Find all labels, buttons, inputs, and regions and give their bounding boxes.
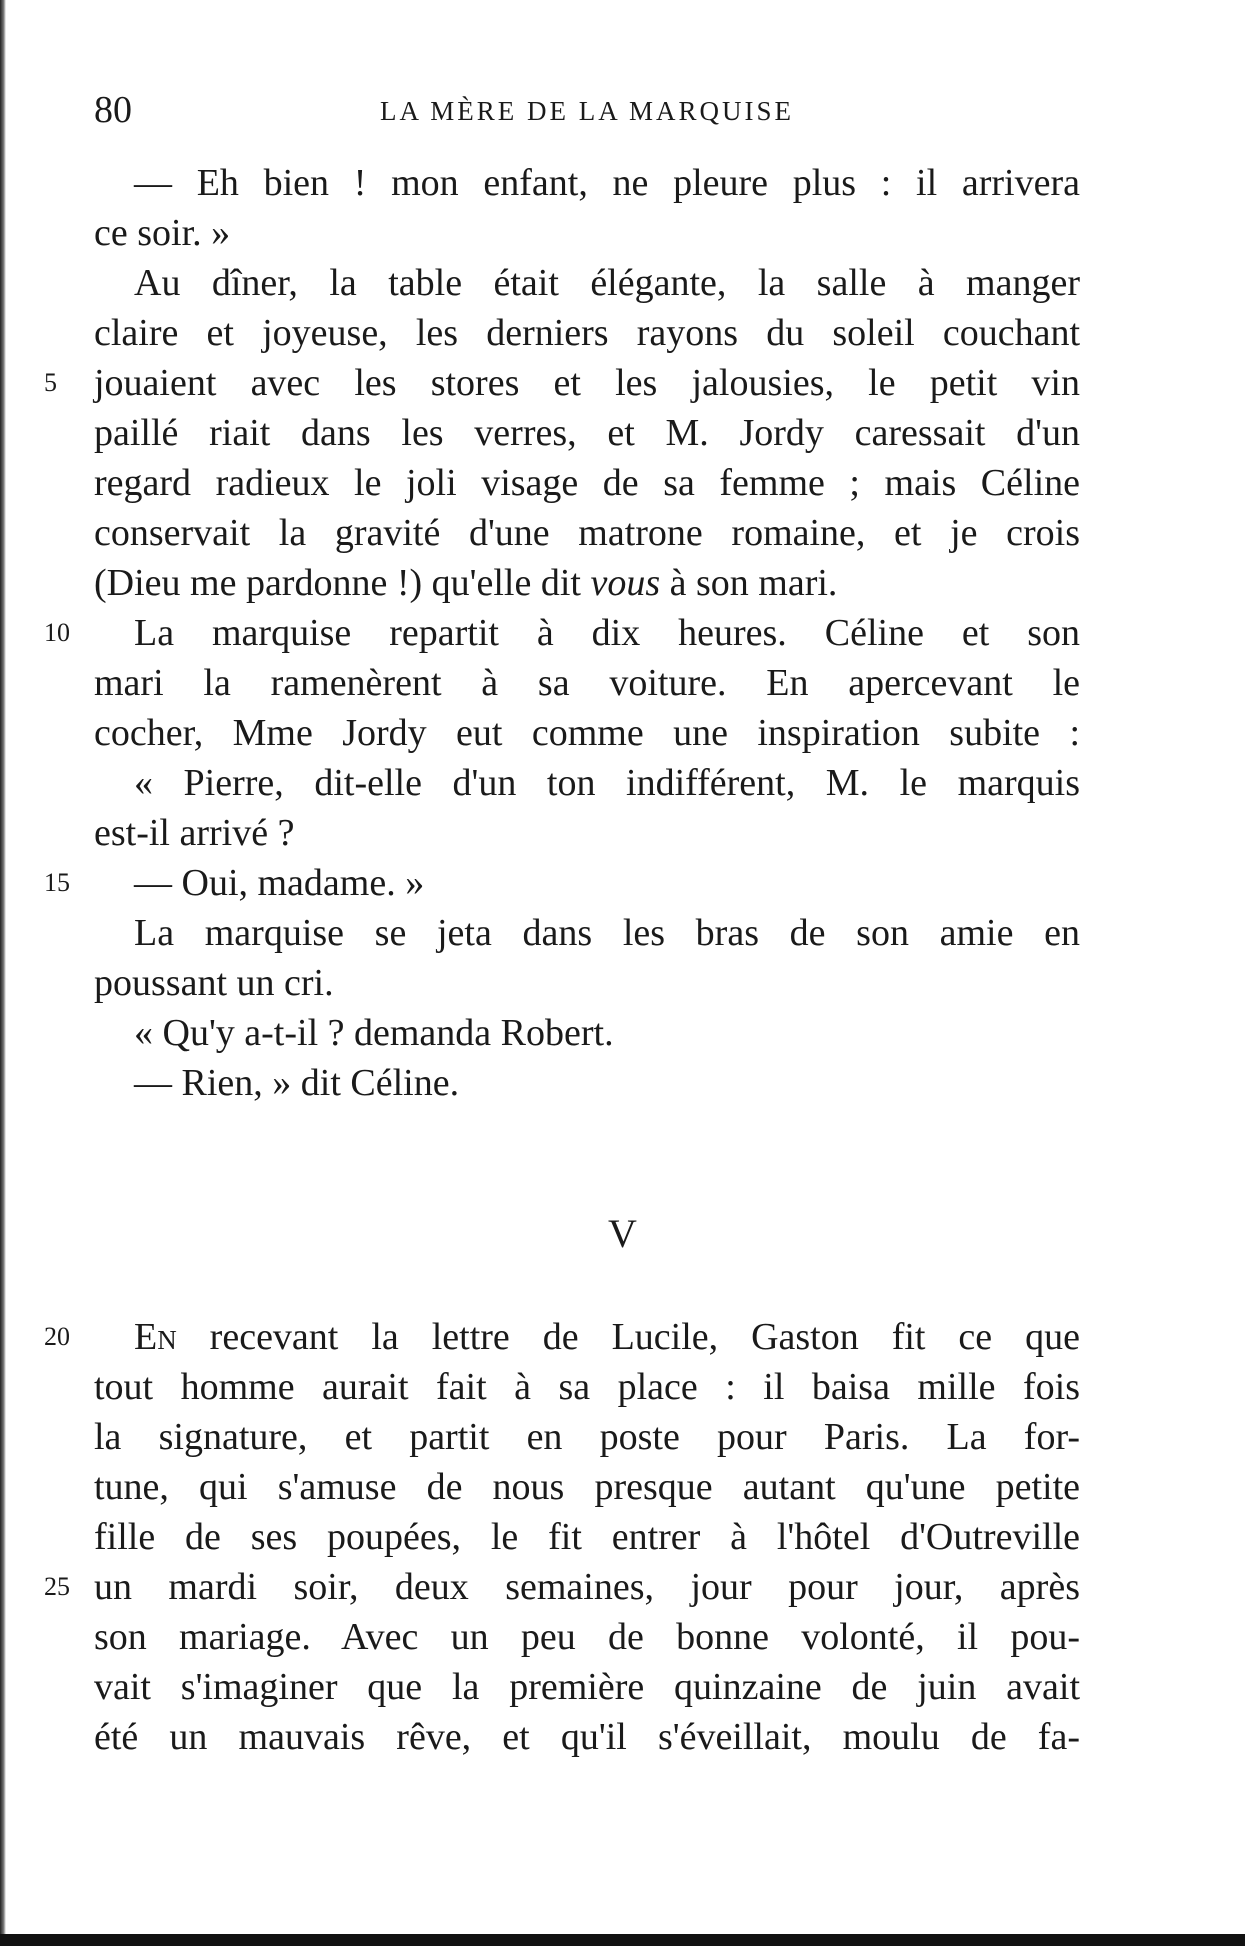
line-number: 15	[44, 868, 70, 897]
text-line: son mariage. Avec un peu de bonne volonté, il pou-	[94, 1616, 1080, 1658]
text-line: ce soir. »	[94, 212, 231, 254]
page-bottom-edge	[0, 1934, 1245, 1946]
text-line: « Pierre, dit-elle d'un ton indifférent, M. le marquis	[134, 762, 1080, 804]
running-title: LA MÈRE DE LA MARQUISE	[379, 96, 794, 126]
text-line: jouaient avec les stores et les jalousies, le petit vin	[94, 362, 1080, 404]
section-heading: V	[608, 1211, 637, 1256]
text-line: poussant un cri.	[94, 962, 334, 1004]
line-number: 10	[44, 618, 70, 647]
text-line: « Qu'y a-t-il ? demanda Robert.	[134, 1012, 614, 1054]
line-number: 20	[44, 1322, 70, 1351]
text-line: été un mauvais rêve, et qu'il s'éveillait, moulu de fa-	[94, 1716, 1080, 1758]
text-line: claire et joyeuse, les derniers rayons du soleil couchant	[94, 312, 1080, 354]
text-line: La marquise repartit à dix heures. Céline et son	[134, 612, 1080, 654]
text-line: tout homme aurait fait à sa place : il baisa mille fois	[94, 1366, 1080, 1408]
italic-word: vous	[590, 562, 661, 604]
text-line: un mardi soir, deux semaines, jour pour jour, après	[94, 1566, 1080, 1608]
line-number: 25	[44, 1572, 70, 1601]
text-line: fille de ses poupées, le fit entrer à l'hôtel d'Outreville	[94, 1516, 1080, 1558]
text-line: En recevant la lettre de Lucile, Gaston fit ce que	[134, 1316, 1080, 1358]
page-header	[94, 88, 1080, 138]
text-line: la signature, et partit en poste pour Paris. La for-	[94, 1416, 1080, 1458]
text-line: La marquise se jeta dans les bras de son amie en	[134, 912, 1080, 954]
text-line: tune, qui s'amuse de nous presque autant qu'une petite	[94, 1466, 1080, 1508]
small-caps-opening: En	[134, 1316, 177, 1358]
text-line: — Rien, » dit Céline.	[134, 1062, 460, 1104]
text-line: paillé riait dans les verres, et M. Jordy caressait d'un	[94, 412, 1080, 454]
text-line: conservait la gravité d'une matrone romaine, et je crois	[94, 512, 1080, 554]
page-number: 80	[94, 89, 132, 131]
text-line: mari la ramenèrent à sa voiture. En apercevant le	[94, 662, 1080, 704]
text-line: vait s'imaginer que la première quinzaine de juin avait	[94, 1666, 1080, 1708]
page-left-edge	[0, 0, 6, 1946]
text-line: regard radieux le joli visage de sa femme ; mais Céline	[94, 462, 1080, 504]
text-line: (Dieu me pardonne !) qu'elle dit vous à son mari.	[94, 562, 838, 604]
text-line: — Eh bien ! mon enfant, ne pleure plus : il arrivera	[134, 162, 1080, 204]
text-line: Au dîner, la table était élégante, la salle à manger	[134, 262, 1080, 304]
text-line: cocher, Mme Jordy eut comme une inspiration subite :	[94, 712, 1080, 754]
text-line: — Oui, madame. »	[134, 862, 425, 904]
line-number: 5	[44, 368, 57, 397]
text-line: est-il arrivé ?	[94, 812, 295, 854]
